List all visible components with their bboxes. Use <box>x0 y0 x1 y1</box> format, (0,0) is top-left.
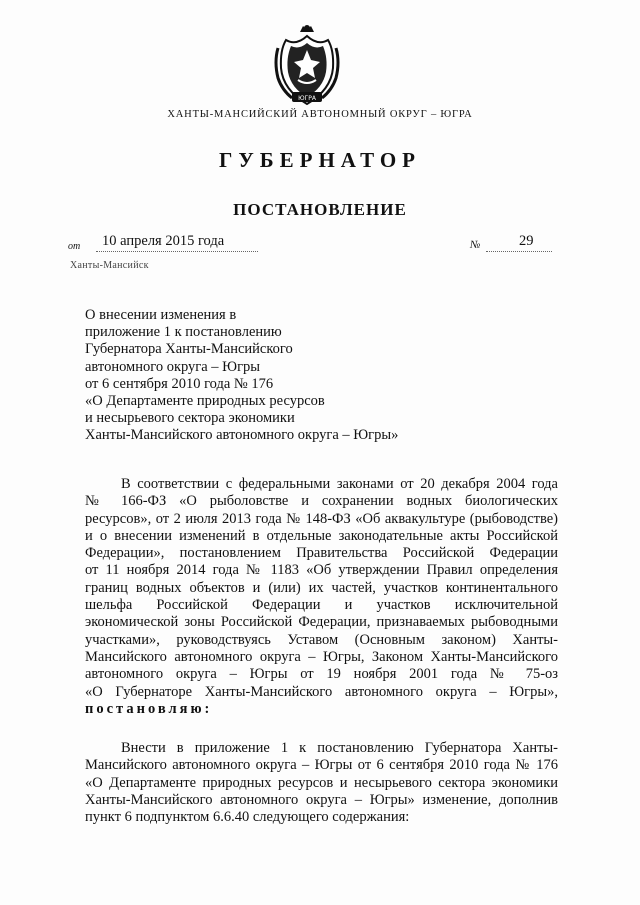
body-line: «О Губернаторе Ханты-Мансийского автономного округа – Югры», <box>85 683 558 700</box>
body-line: автономного округа – Югры от 19 ноября 2001 года № 75-оз <box>85 666 558 683</box>
decree-date: 10 апреля 2015 года <box>102 233 225 249</box>
preamble-paragraph <box>85 476 558 718</box>
body-line: шельфа Российской Федерации и участков исключительной <box>85 597 558 614</box>
body-line: Внести в приложение 1 к постановлению Губернатора Ханты- <box>121 740 558 756</box>
number-prefix: № <box>470 239 481 251</box>
body-line: границ водных объектов и (или) их частей, участков континентального <box>85 579 558 596</box>
date-prefix: от <box>68 241 81 252</box>
coat-of-arms-icon <box>272 20 342 108</box>
body-line: № 166-ФЗ «О рыболовстве и сохранении водных биологических <box>85 493 558 510</box>
subject-line: Губернатора Ханты-Мансийского <box>85 341 293 358</box>
region-name: ХАНТЫ-МАНСИЙСКИЙ АВТОНОМНЫЙ ОКРУГ – ЮГРА <box>167 109 473 120</box>
subject-line: от 6 сентября 2010 года № 176 <box>85 375 274 392</box>
decree-number: 29 <box>519 233 534 249</box>
body-line: В соответствии с федеральными законами от 20 декабря 2004 года <box>121 476 558 492</box>
subject-line: автономного округа – Югры <box>85 358 261 375</box>
date-underline <box>96 251 258 252</box>
authority-title: ГУБЕРНАТОР <box>218 148 422 172</box>
body-line: и о внесении изменений в отдельные законодательные акты Российской <box>85 527 558 544</box>
emblem-ribbon-text: ЮГРА <box>298 95 316 102</box>
body-line: ресурсов», от 2 июля 2013 года № 148-ФЗ «Об аквакультуре (рыбоводстве) <box>85 510 558 527</box>
amendment-paragraph <box>85 740 558 826</box>
body-line: пункт 6 подпунктом 6.6.40 следующего содержания: <box>85 809 410 826</box>
body-line: участками», руководствуясь Уставом (Основным законом) Ханты- <box>85 631 558 648</box>
body-line: Мансийского автономного округа – Югры от 6 сентября 2010 года № 176 <box>85 757 558 774</box>
subject-line: и несырьевого сектора экономики <box>85 410 295 427</box>
body-line: Мансийского автономного округа – Югры, Законом Ханты-Мансийского <box>85 648 558 665</box>
body-line: экономической зоны Российской Федерации, признаваемых рыбоводными <box>85 614 558 631</box>
city: Ханты-Мансийск <box>70 260 149 271</box>
subject-line: О внесении изменения в <box>85 307 237 323</box>
resolve-word: постановляю: <box>85 700 213 717</box>
decree-subject <box>85 307 415 445</box>
body-line: «О Департаменте природных ресурсов и несырьевого сектора экономики <box>85 774 558 791</box>
date-number-line <box>68 233 568 253</box>
document-type: ПОСТАНОВЛЕНИЕ <box>233 200 407 219</box>
number-underline <box>486 251 552 252</box>
subject-line: приложение 1 к постановлению <box>85 324 282 341</box>
body-line: от 11 ноября 2014 года № 1183 «Об утверждении Правил определения <box>85 562 558 579</box>
body-line: Федерации», постановлением Правительства Российской Федерации <box>85 545 558 562</box>
body-line: Ханты-Мансийского автономного округа – Югры» изменение, дополнив <box>85 791 558 808</box>
subject-line: Ханты-Мансийского автономного округа – Югры» <box>85 427 399 444</box>
subject-line: «О Департаменте природных ресурсов <box>85 393 325 410</box>
